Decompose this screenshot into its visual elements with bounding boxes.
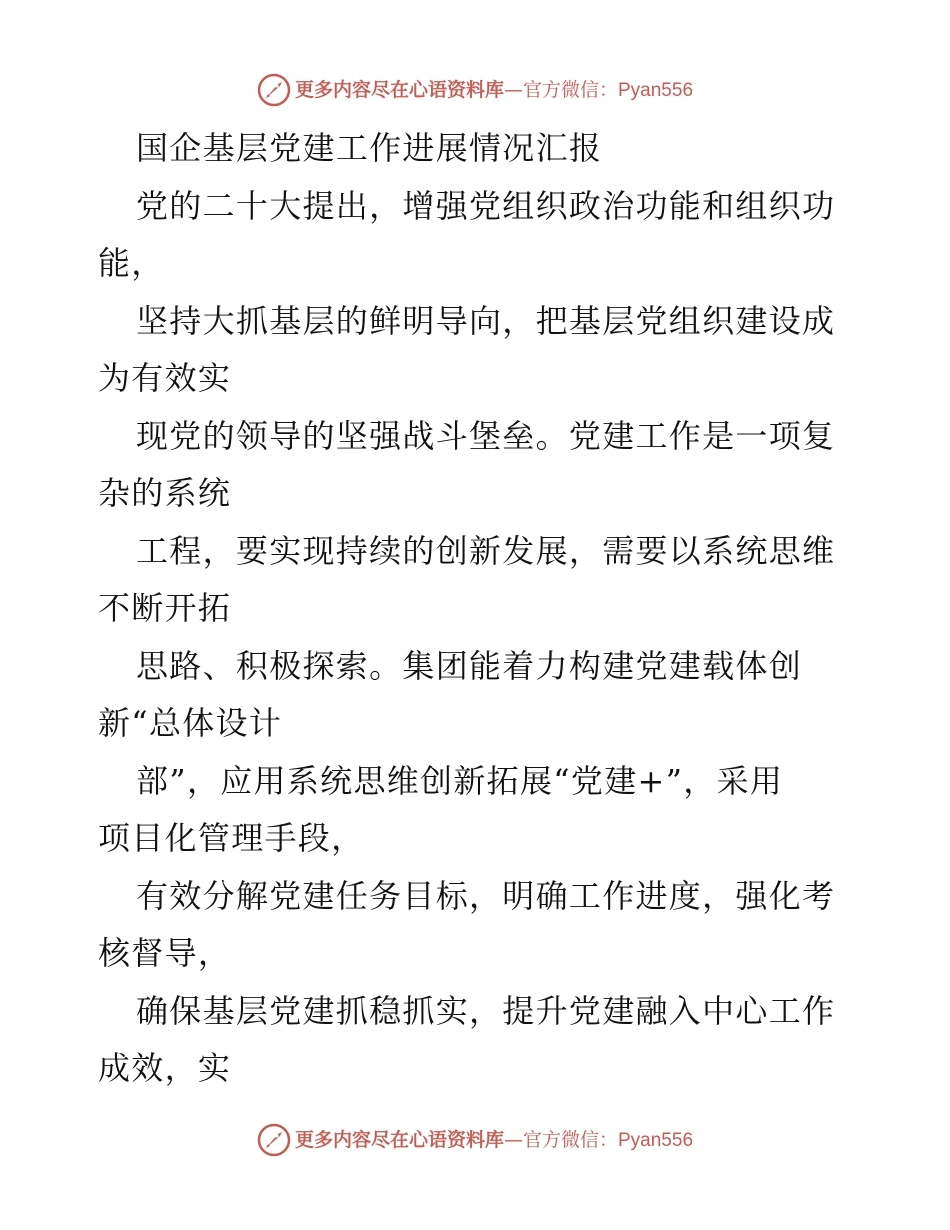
- paragraph-line: 现党的领导的坚强战斗堡垒。党建工作是一项复: [136, 416, 836, 455]
- paragraph-line: 杂的系统: [98, 474, 232, 512]
- paragraph-line: 核督导，: [98, 934, 232, 972]
- document-body: [98, 120, 858, 1098]
- pen-nib-logo-icon: [257, 1123, 291, 1157]
- paragraph-line: 部”，应用系统思维创新拓展“党建+”，采用: [136, 761, 784, 800]
- watermark-wechat-label: 官方微信：: [522, 1128, 618, 1151]
- paragraph-line: 工程，要实现持续的创新发展，需要以系统思维: [136, 531, 836, 570]
- watermark-wechat-label: 官方微信：: [522, 78, 618, 101]
- watermark-wechat-id: Pyan556: [618, 79, 694, 101]
- paragraph-line: 坚持大抓基层的鲜明导向，把基层党组织建设成: [136, 301, 836, 340]
- paragraph-line: 有效分解党建任务目标，明确工作进度，强化考: [136, 876, 836, 915]
- watermark-wechat-id: Pyan556: [618, 1129, 694, 1151]
- paragraph-line: 成效，实: [98, 1049, 232, 1087]
- watermark-main-text: 更多内容尽在心语资料库: [294, 78, 504, 101]
- paragraph-line: 不断开拓: [98, 589, 232, 627]
- paragraph-line: 党的二十大提出，增强党组织政治功能和组织功: [136, 186, 836, 225]
- footer-watermark: [0, 1120, 950, 1160]
- paragraph-line: 确保基层党建抓稳抓实，提升党建融入中心工作: [136, 991, 836, 1030]
- paragraph-line: 项目化管理手段，: [98, 819, 365, 857]
- header-watermark: [0, 70, 950, 110]
- watermark-separator: —: [503, 1128, 523, 1151]
- watermark-separator: —: [503, 78, 523, 101]
- pen-nib-logo-icon: [257, 73, 291, 107]
- paragraph-line: 为有效实: [98, 359, 232, 397]
- paragraph-line: 思路、积极探索。集团能着力构建党建载体创: [136, 646, 803, 685]
- paragraph-line: 能，: [98, 244, 165, 282]
- watermark-main-text: 更多内容尽在心语资料库: [294, 1128, 504, 1151]
- paragraph-line: 新“总体设计: [98, 704, 283, 742]
- document-title: 国企基层党建工作进展情况汇报: [136, 129, 603, 167]
